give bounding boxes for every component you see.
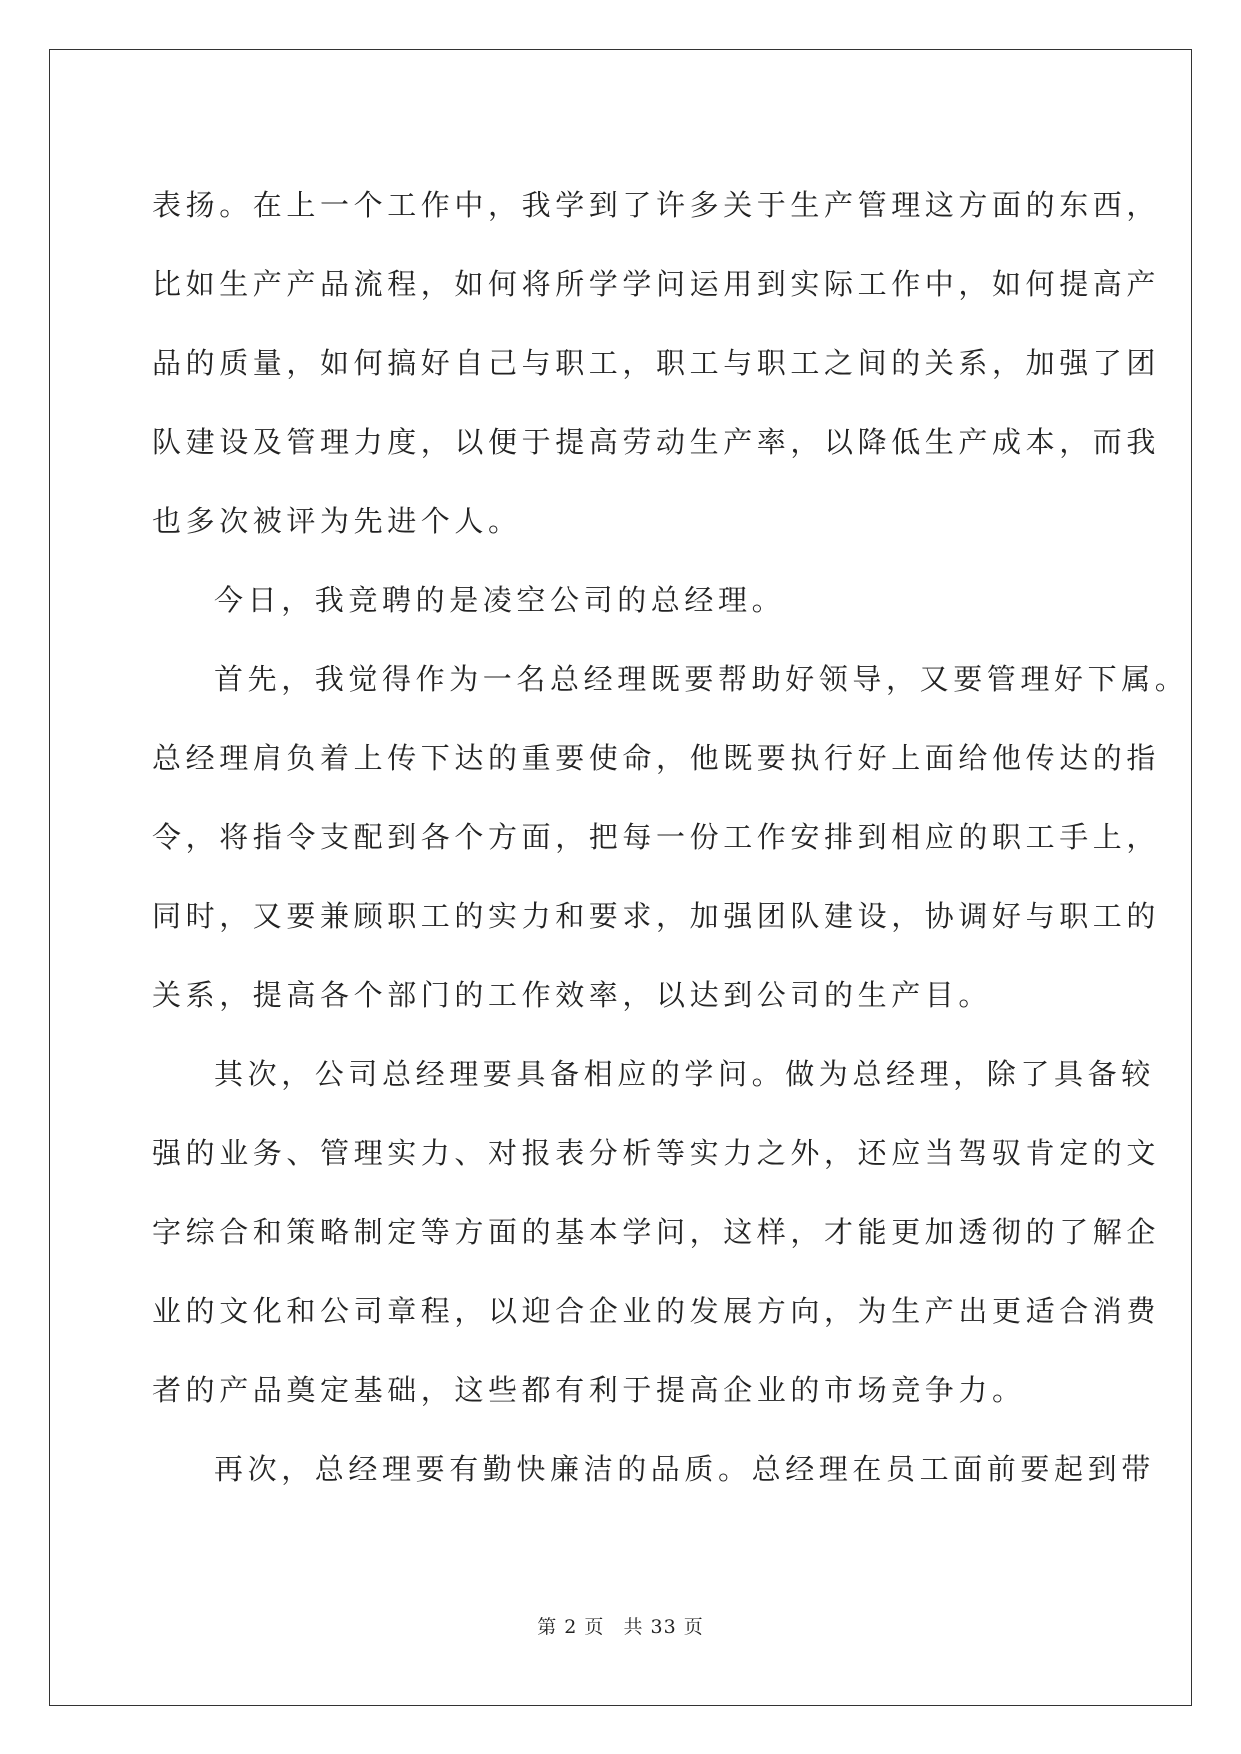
text-line: 同时，又要兼顾职工的实力和要求，加强团队建设，协调好与职工的: [152, 899, 1161, 933]
page-total: 共 33 页: [623, 1616, 704, 1638]
text-line: 关系，提高各个部门的工作效率，以达到公司的生产目。: [152, 978, 993, 1012]
text-line: 其次，公司总经理要具备相应的学问。做为总经理，除了具备较: [214, 1057, 1155, 1091]
text-line: 表扬。在上一个工作中，我学到了许多关于生产管理这方面的东西，: [152, 188, 1161, 222]
text-line: 也多次被评为先进个人。: [152, 504, 522, 538]
text-line: 再次，总经理要有勤快廉洁的品质。总经理在员工面前要起到带: [214, 1452, 1155, 1486]
text-line: 者的产品奠定基础，这些都有利于提高企业的市场竞争力。: [152, 1373, 1026, 1407]
text-line: 品的质量，如何搞好自己与职工，职工与职工之间的关系，加强了团: [152, 346, 1161, 380]
text-line: 总经理肩负着上传下达的重要使命，他既要执行好上面给他传达的指: [152, 741, 1161, 775]
text-line: 强的业务、管理实力、对报表分析等实力之外，还应当驾驭肯定的文: [152, 1136, 1161, 1170]
text-line: 队建设及管理力度，以便于提高劳动生产率，以降低生产成本，而我: [152, 425, 1161, 459]
document-body: [152, 166, 1189, 1509]
text-line: 首先，我觉得作为一名总经理既要帮助好领导，又要管理好下属。: [214, 662, 1189, 696]
text-line: 令，将指令支配到各个方面，把每一份工作安排到相应的职工手上，: [152, 820, 1161, 854]
text-line: 业的文化和公司章程，以迎合企业的发展方向，为生产出更适合消费: [152, 1294, 1161, 1328]
page-number: 第 2 页: [537, 1616, 605, 1638]
page-footer: [0, 1612, 1241, 1639]
text-line: 比如生产产品流程，如何将所学学问运用到实际工作中，如何提高产: [152, 267, 1161, 301]
text-line: 今日，我竞聘的是凌空公司的总经理。: [214, 583, 786, 617]
text-line: 字综合和策略制定等方面的基本学问，这样，才能更加透彻的了解企: [152, 1215, 1161, 1249]
